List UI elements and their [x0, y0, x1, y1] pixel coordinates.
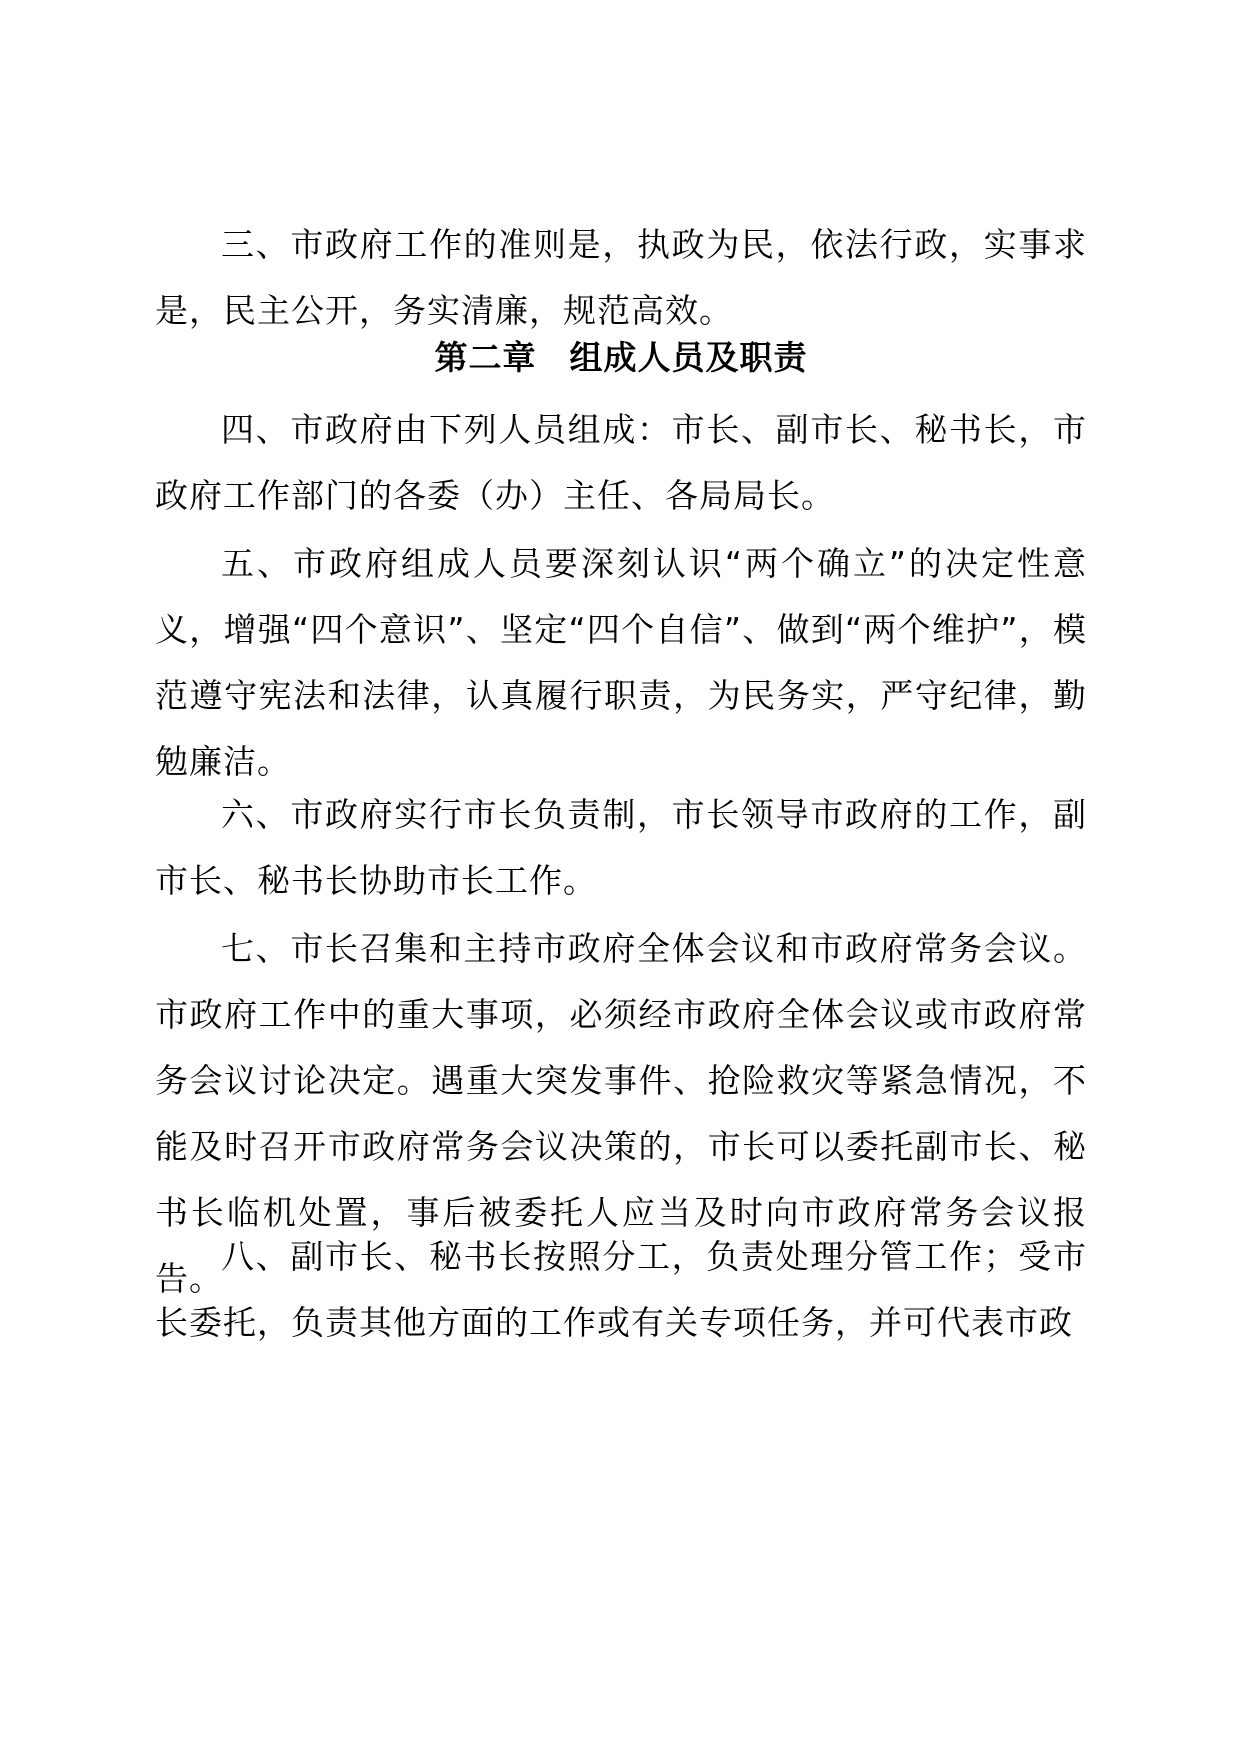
paragraph-article-5: 五、市政府组成人员要深刻认识“两个确立”的决定性意义，增强“四个意识”、坚定“四个自信”、做到“两个维护”，模范遵守宪法和法律，认真履行职责，为民务实，严守纪律，勤勉廉洁。 — [155, 544, 1087, 781]
chapter-title: 组成人员及职责 — [569, 338, 808, 377]
paragraph-article-3: 三、市政府工作的准则是，执政为民，依法行政，实事求是，民主公开，务实清廉，规范高效。 — [155, 225, 1087, 330]
paragraph-article-7: 七、市长召集和主持市政府全体会议和市政府常务会议。市政府工作中的重大事项，必须经市政府全体会议或市政府常务会议讨论决定。遇重大突发事件、抢险救灾等紧急情况，不能及时召开市政府常务会议决策的，市长可以委托副市长、秘书长临机处置，事后被委托人应当及时向市政府常务会议报告。 — [155, 929, 1087, 1298]
chapter-heading — [155, 325, 1087, 391]
paragraph-article-6: 六、市政府实行市长负责制，市长领导市政府的工作，副市长、秘书长协助市长工作。 — [155, 795, 1087, 900]
chapter-number: 第二章 — [434, 338, 537, 377]
paragraph-article-8: 八、副市长、秘书长按照分工，负责处理分管工作；受市长委托，负责其他方面的工作或有关专项任务，并可代表市政 — [155, 1237, 1087, 1342]
paragraph-article-4: 四、市政府由下列人员组成：市长、副市长、秘书长，市政府工作部门的各委（办）主任、各局局长。 — [155, 410, 1087, 515]
